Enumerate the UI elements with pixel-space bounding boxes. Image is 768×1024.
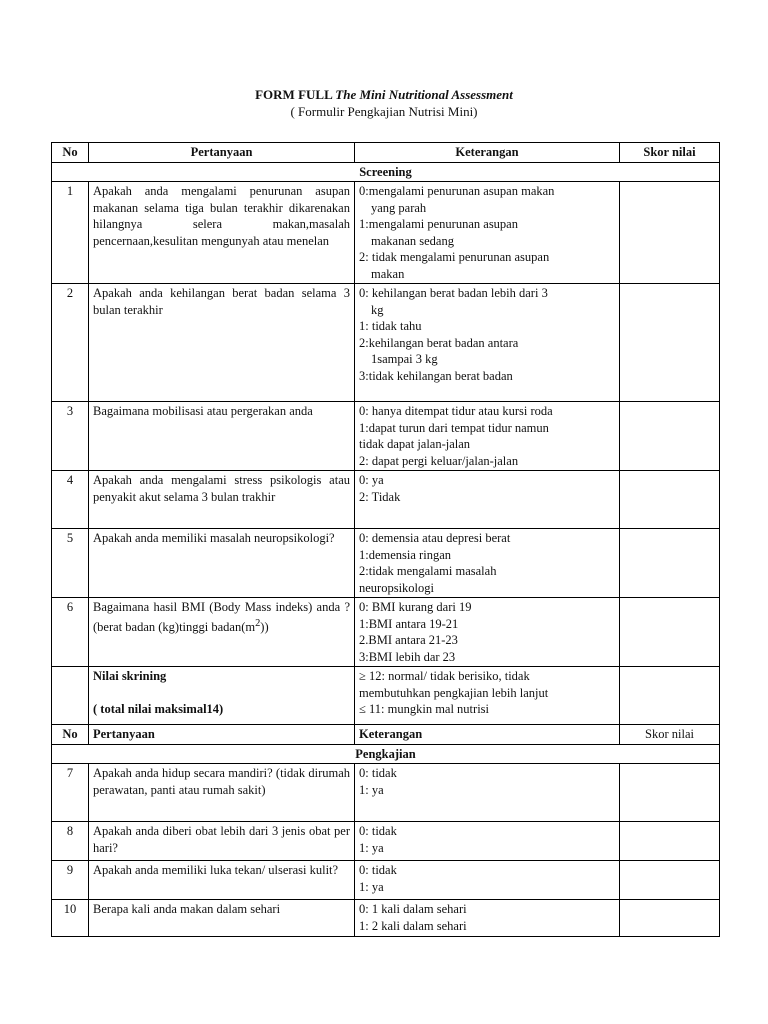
score-cell[interactable] — [620, 471, 720, 529]
score-cell[interactable] — [620, 402, 720, 471]
answer-options — [355, 861, 620, 900]
screening-total-row — [52, 667, 720, 725]
superscript: 2 — [255, 617, 261, 629]
answer-line: 1: 2 kali dalam sehari — [359, 918, 467, 933]
score-cell[interactable] — [620, 667, 720, 725]
answer-line: 0: 1 kali dalam sehari — [359, 902, 467, 916]
answer-line: 0: BMI kurang dari 19 — [359, 600, 472, 614]
question-text — [89, 598, 355, 667]
answer-line: 1: ya — [359, 782, 384, 797]
answer-line: 2:kehilangan berat badan antara — [359, 335, 519, 350]
header-no: No — [52, 143, 89, 163]
table-row — [52, 284, 720, 402]
header-score: Skor nilai — [620, 143, 720, 163]
table-row — [52, 764, 720, 822]
answer-line: 2.BMI antara 21-23 — [359, 633, 458, 647]
answer-line: tidak dapat jalan-jalan — [359, 437, 471, 451]
score-cell[interactable] — [620, 900, 720, 937]
answer-line: 0: tidak — [359, 863, 397, 877]
section-title-pengkajian: Pengkajian — [52, 744, 720, 764]
section-row-screening — [52, 162, 720, 182]
title-main: FORM FULL — [255, 87, 333, 102]
table-row — [52, 822, 720, 861]
answer-line: 0: hanya ditempat tidur atau kursi roda — [359, 404, 553, 418]
header-description: Keterangan — [355, 725, 620, 745]
section-title-screening: Screening — [52, 162, 720, 182]
header-row — [52, 143, 720, 163]
answer-line: 1:demensia ringan — [359, 547, 451, 562]
question-text: Apakah anda memiliki masalah neuropsikologi? — [89, 529, 355, 598]
row-number: 1 — [52, 182, 89, 284]
answer-options — [355, 598, 620, 667]
answer-line: 2:tidak mengalami masalah — [359, 564, 497, 578]
row-number: 3 — [52, 402, 89, 471]
section-row-pengkajian — [52, 744, 720, 764]
row-number: 9 — [52, 861, 89, 900]
screening-total-max: ( total nilai maksimal14) — [93, 701, 224, 716]
question-text-end: )) — [260, 619, 269, 634]
answer-line: kg — [371, 302, 384, 317]
document-title-block — [0, 86, 768, 120]
answer-line: makanan sedang — [371, 233, 454, 248]
answer-line: 0: tidak — [359, 766, 397, 780]
answer-line: 1: ya — [359, 879, 384, 894]
document-title — [0, 86, 768, 103]
score-cell[interactable] — [620, 284, 720, 402]
table-row — [52, 598, 720, 667]
answer-line: 0: tidak — [359, 824, 397, 838]
answer-line: 0: kehilangan berat badan lebih dari 3 — [359, 286, 548, 300]
table-row — [52, 471, 720, 529]
answer-line: 0: demensia atau depresi berat — [359, 531, 511, 545]
answer-line: 2: tidak mengalami penurunan asupan — [359, 250, 550, 264]
score-cell[interactable] — [620, 861, 720, 900]
answer-options — [355, 529, 620, 598]
table-row — [52, 900, 720, 937]
answer-line: membutuhkan pengkajian lebih lanjut — [359, 685, 549, 700]
table-row — [52, 402, 720, 471]
score-cell[interactable] — [620, 529, 720, 598]
table-row — [52, 182, 720, 284]
answer-line: 1: tidak tahu — [359, 319, 422, 333]
score-cell[interactable] — [620, 598, 720, 667]
answer-line: ≤ 11: mungkin mal nutrisi — [359, 702, 490, 716]
empty-cell — [52, 667, 89, 725]
row-number: 6 — [52, 598, 89, 667]
header-question: Pertanyaan — [89, 725, 355, 745]
row-number: 7 — [52, 764, 89, 822]
answer-line: 1: ya — [359, 840, 384, 855]
question-text-main: Bagaimana hasil BMI (Body Mass indeks) anda ? (berat badan (kg)tinggi badan(m — [93, 600, 350, 634]
header-row-2 — [52, 725, 720, 745]
question-text: Apakah anda mengalami penurunan asupan makanan selama tiga bulan terakhir dikarenakan hilangnya selera makan,masalah pencernaan,kesulitan mengunyah atau menelan — [89, 182, 355, 284]
header-no: No — [52, 725, 89, 745]
answer-line: 1sampai 3 kg — [371, 352, 438, 366]
row-number: 8 — [52, 822, 89, 861]
answer-options — [355, 471, 620, 529]
answer-line: ≥ 12: normal/ tidak berisiko, tidak — [359, 669, 530, 683]
table-row — [52, 529, 720, 598]
score-cell[interactable] — [620, 182, 720, 284]
question-text: Apakah anda hidup secara mandiri? (tidak dirumah perawatan, panti atau rumah sakit) — [89, 764, 355, 822]
answer-line: 3:BMI lebih dar 23 — [359, 649, 456, 664]
assessment-table — [51, 142, 720, 937]
header-question: Pertanyaan — [89, 143, 355, 163]
answer-line: 2: dapat pergi keluar/jalan-jalan — [359, 453, 519, 468]
screening-total-label: Nilai skrining — [93, 669, 167, 683]
row-number: 4 — [52, 471, 89, 529]
question-text: Berapa kali anda makan dalam sehari — [89, 900, 355, 937]
answer-line: 1:mengalami penurunan asupan — [359, 217, 518, 231]
score-cell[interactable] — [620, 822, 720, 861]
answer-options — [355, 182, 620, 284]
answer-line: 1:BMI antara 19-21 — [359, 616, 459, 631]
answer-line: 1:dapat turun dari tempat tidur namun — [359, 420, 549, 435]
answer-line: 2: Tidak — [359, 489, 401, 504]
answer-line: 0:mengalami penurunan asupan makan — [359, 184, 555, 198]
answer-options — [355, 284, 620, 402]
answer-options — [355, 402, 620, 471]
table-row — [52, 861, 720, 900]
answer-options — [355, 900, 620, 937]
question-text: Apakah anda kehilangan berat badan selama 3 bulan terakhir — [89, 284, 355, 402]
answer-options — [355, 822, 620, 861]
answer-line: yang parah — [371, 200, 427, 215]
answer-line: 3:tidak kehilangan berat badan — [359, 368, 513, 383]
row-number: 10 — [52, 900, 89, 937]
screening-total-label-cell — [89, 667, 355, 725]
header-description: Keterangan — [355, 143, 620, 163]
screening-interpretation — [355, 667, 620, 725]
row-number: 5 — [52, 529, 89, 598]
answer-line: makan — [371, 266, 405, 281]
question-text: Apakah anda diberi obat lebih dari 3 jenis obat per hari? — [89, 822, 355, 861]
question-text: Apakah anda memiliki luka tekan/ ulserasi kulit? — [89, 861, 355, 900]
answer-line: neuropsikologi — [359, 580, 434, 595]
question-text: Bagaimana mobilisasi atau pergerakan anda — [89, 402, 355, 471]
answer-line: 0: ya — [359, 473, 384, 487]
spacer — [93, 685, 350, 701]
question-text: Apakah anda mengalami stress psikologis atau penyakit akut selama 3 bulan trakhir — [89, 471, 355, 529]
answer-options — [355, 764, 620, 822]
title-italic: The Mini Nutritional Assessment — [335, 87, 513, 102]
document-subtitle: ( Formulir Pengkajian Nutrisi Mini) — [290, 104, 478, 119]
header-score: Skor nilai — [620, 725, 720, 745]
row-number: 2 — [52, 284, 89, 402]
score-cell[interactable] — [620, 764, 720, 822]
